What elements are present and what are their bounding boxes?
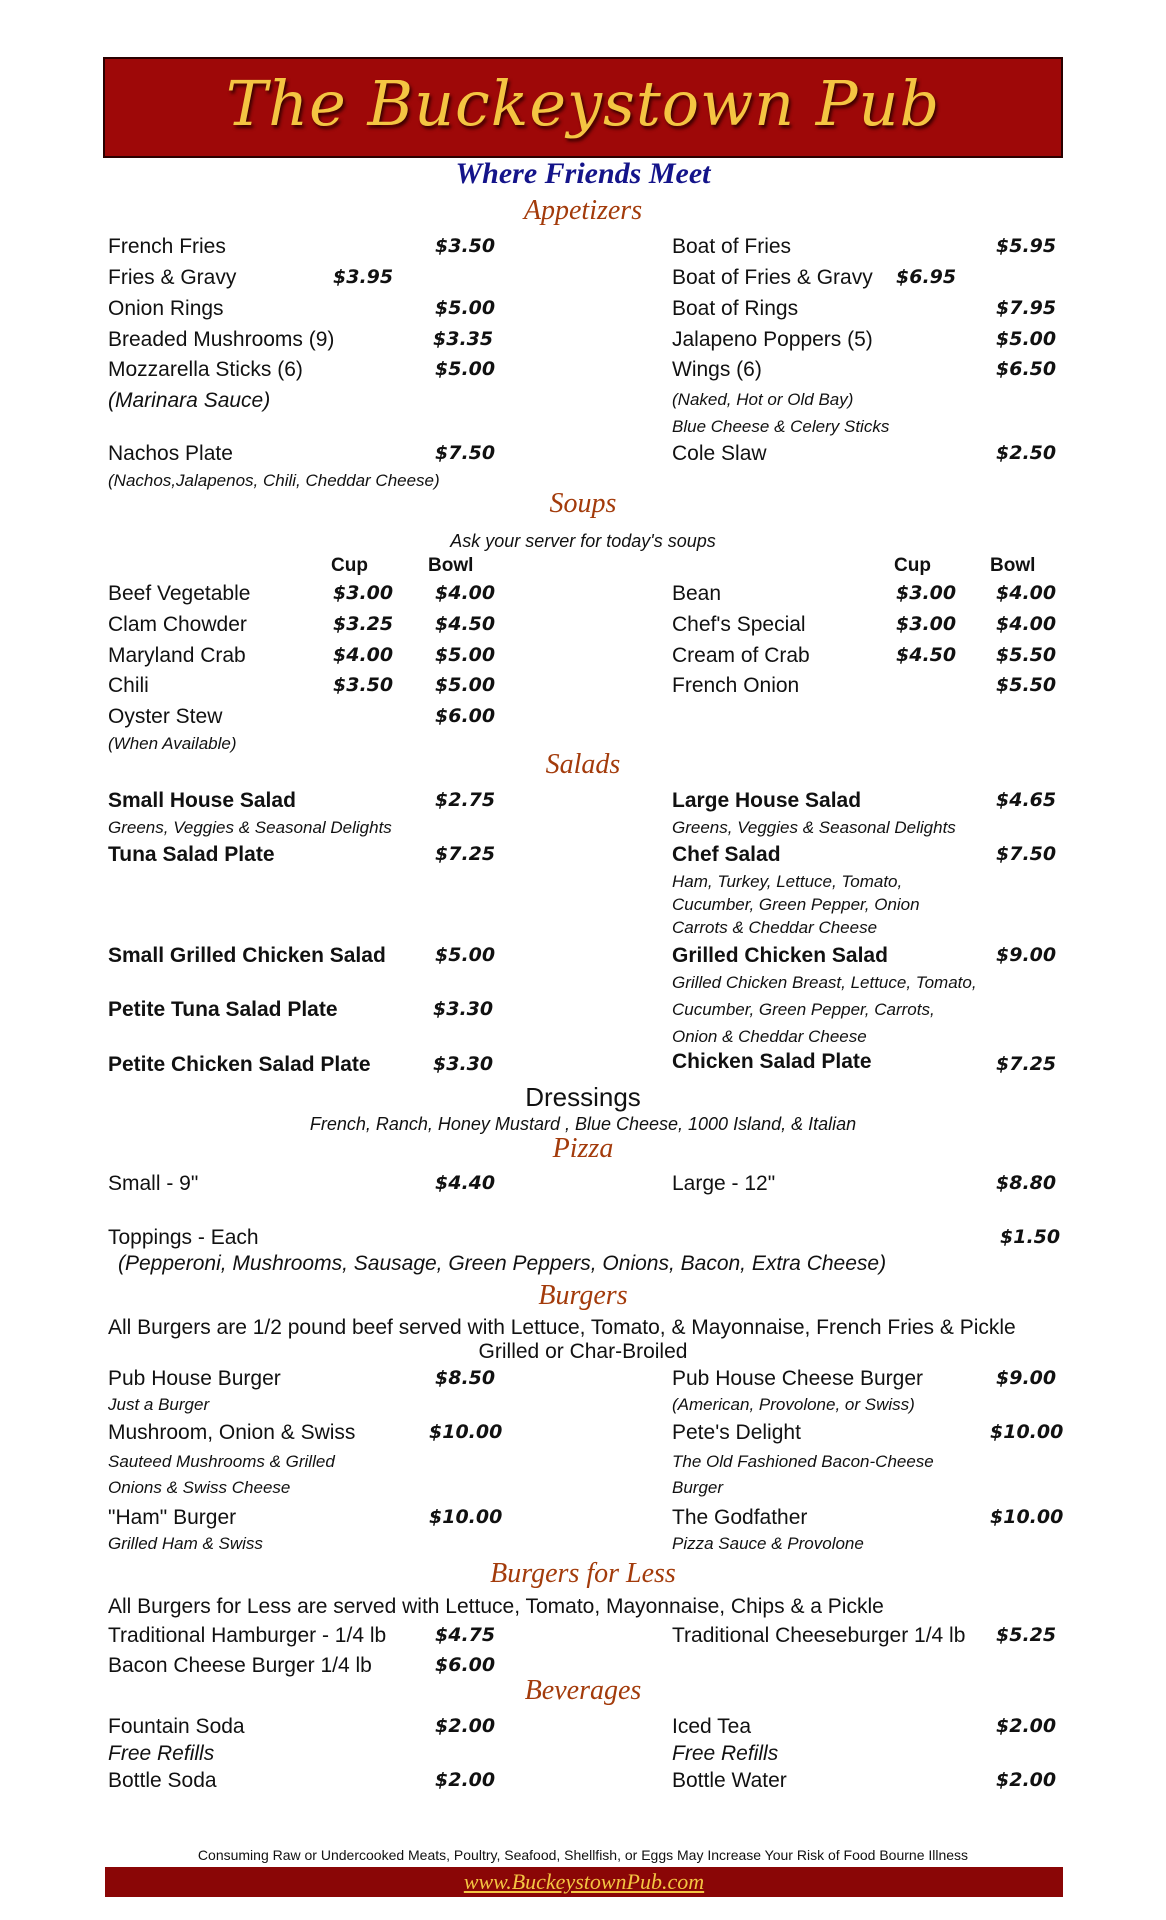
menu-item-name: Small - 9" <box>108 1172 199 1195</box>
menu-item-name: Clam Chowder <box>108 613 247 636</box>
section-burgers-for-less: Burgers for Less <box>490 1558 676 1589</box>
toppings-list: (Pepperoni, Mushrooms, Sausage, Green Peppers, Onions, Bacon, Extra Cheese) <box>118 1252 887 1275</box>
menu-item-name: Bacon Cheese Burger 1/4 lb <box>108 1654 372 1677</box>
menu-item-name: Fries & Gravy <box>108 266 237 289</box>
menu-item-name: Mushroom, Onion & Swiss <box>108 1421 356 1444</box>
menu-item-name: Traditional Hamburger - 1/4 lb <box>108 1624 387 1647</box>
menu-item-note: Burger <box>672 1478 724 1497</box>
menu-item-name: Breaded Mushrooms (9) <box>108 328 335 351</box>
bowl-price: $4.00 <box>435 582 496 604</box>
bowl-price: $5.00 <box>435 644 496 666</box>
menu-item-price: $5.25 <box>996 1624 1057 1646</box>
menu-item-name: Oyster Stew <box>108 705 223 728</box>
menu-item-name: Nachos Plate <box>108 442 233 465</box>
menu-item-note: Grilled Chicken Breast, Lettuce, Tomato, <box>672 973 977 992</box>
bowl-price: $4.00 <box>996 582 1057 604</box>
menu-item-price: $6.50 <box>996 358 1057 380</box>
menu-item-note: Greens, Veggies & Seasonal Delights <box>672 818 956 837</box>
menu-item-price: $4.65 <box>996 789 1057 811</box>
menu-item-price: $2.50 <box>996 442 1057 464</box>
menu-item-name: Small House Salad <box>108 789 296 812</box>
menu-item-price: $7.25 <box>435 843 496 865</box>
bowl-price: $4.00 <box>996 613 1057 635</box>
menu-item-name: Small Grilled Chicken Salad <box>108 944 386 967</box>
menu-item-price: $3.30 <box>433 998 494 1020</box>
menu-item-name: Toppings - Each <box>108 1226 259 1249</box>
menu-item-price: $5.00 <box>435 358 496 380</box>
menu-item-price: $1.50 <box>1000 1226 1061 1248</box>
menu-item-price: $4.40 <box>435 1172 496 1194</box>
menu-item-name: Jalapeno Poppers (5) <box>672 328 873 351</box>
menu-item-price: $3.95 <box>333 266 394 288</box>
menu-item-name: Fountain Soda <box>108 1715 245 1738</box>
menu-item-price: $4.75 <box>435 1624 496 1646</box>
cup-header: Cup <box>894 555 931 576</box>
soups-note: Ask your server for today's soups <box>450 531 716 551</box>
cup-price: $4.50 <box>896 644 957 666</box>
cup-price: $3.50 <box>333 674 394 696</box>
menu-item-note: Free Refills <box>672 1742 779 1765</box>
menu-item-price: $2.00 <box>435 1769 496 1791</box>
menu-item-name: Maryland Crab <box>108 644 246 667</box>
menu-item-note: Just a Burger <box>108 1395 210 1414</box>
menu-item-name: French Onion <box>672 674 800 697</box>
burgers-note-cooking: Grilled or Char-Broiled <box>478 1340 688 1363</box>
website-link[interactable]: www.BuckeystownPub.com <box>463 1869 705 1894</box>
menu-item-price: $10.00 <box>990 1506 1064 1528</box>
burgers-note: All Burgers are 1/2 pound beef served with Lettuce, Tomato, & Mayonnaise, French Fries & Pickle <box>108 1316 1016 1339</box>
menu-item-name: Bottle Water <box>672 1769 787 1792</box>
burgers-less-note: All Burgers for Less are served with Lettuce, Tomato, Mayonnaise, Chips & a Pickle <box>108 1595 884 1618</box>
menu-item-note: Onion & Cheddar Cheese <box>672 1027 867 1046</box>
menu-item-note: Cucumber, Green Pepper, Onion <box>672 895 920 914</box>
menu-item-price: $10.00 <box>990 1421 1064 1443</box>
menu-item-name: "Ham" Burger <box>108 1506 237 1529</box>
section-pizza: Pizza <box>552 1133 614 1164</box>
dressings-list: French, Ranch, Honey Mustard , Blue Cheese, 1000 Island, & Italian <box>309 1114 857 1134</box>
menu-item-price: $2.00 <box>435 1715 496 1737</box>
tagline: Where Friends Meet <box>455 157 711 190</box>
menu-item-price: $8.80 <box>996 1172 1057 1194</box>
section-burgers: Burgers <box>538 1280 628 1311</box>
menu-item-name: Pete's Delight <box>672 1421 801 1444</box>
menu-item-price: $5.95 <box>996 235 1057 257</box>
cup-header: Cup <box>331 555 368 576</box>
menu-item-price: $8.50 <box>435 1367 496 1389</box>
menu-item-note: Grilled Ham & Swiss <box>108 1534 263 1553</box>
section-appetizers: Appetizers <box>523 195 643 226</box>
menu-item-note: Ham, Turkey, Lettuce, Tomato, <box>672 872 903 891</box>
menu-item-price: $7.50 <box>435 442 496 464</box>
menu-item-price: $3.35 <box>433 328 494 350</box>
menu-item-price: $2.75 <box>435 789 496 811</box>
section-salads: Salads <box>545 749 621 780</box>
cup-price: $3.25 <box>333 613 394 635</box>
menu-item-name: Bean <box>672 582 722 605</box>
menu-item-note: Carrots & Cheddar Cheese <box>672 918 878 937</box>
menu-item-price: $7.25 <box>996 1053 1057 1075</box>
menu-item-name: The Godfather <box>672 1506 808 1529</box>
menu-item-name: Iced Tea <box>672 1715 752 1738</box>
menu-item-name: Boat of Fries & Gravy <box>672 266 873 289</box>
menu-item-price: $10.00 <box>429 1506 503 1528</box>
bowl-price: $5.00 <box>435 674 496 696</box>
cup-price: $3.00 <box>896 582 957 604</box>
menu-item-name: Chicken Salad Plate <box>672 1050 872 1073</box>
bowl-header: Bowl <box>428 555 474 576</box>
header-banner <box>103 57 1063 158</box>
menu-item-name: Cole Slaw <box>672 442 767 465</box>
menu-item-price: $5.00 <box>435 297 496 319</box>
menu-item-note: Pizza Sauce & Provolone <box>672 1534 864 1553</box>
menu-item-note: Free Refills <box>108 1742 215 1765</box>
menu-item-note: (Nachos,Jalapenos, Chili, Cheddar Cheese) <box>108 471 440 490</box>
menu-item-name: Mozzarella Sticks (6) <box>108 358 303 381</box>
menu-item-price: $7.95 <box>996 297 1057 319</box>
section-soups: Soups <box>549 488 617 519</box>
bowl-header: Bowl <box>990 555 1036 576</box>
menu-item-price: $3.50 <box>435 235 496 257</box>
menu-item-note: Blue Cheese & Celery Sticks <box>672 417 890 436</box>
menu-item-name: Pub House Cheese Burger <box>672 1367 923 1390</box>
footer-bar <box>105 1867 1063 1897</box>
menu-item-name: Large - 12" <box>672 1172 776 1195</box>
page-title: The Buckeystown Pub <box>225 67 941 140</box>
menu-item-name: French Fries <box>108 235 226 258</box>
menu-item-name: Chef Salad <box>672 843 781 866</box>
menu-item-price: $5.00 <box>996 328 1057 350</box>
menu-item-note: (American, Provolone, or Swiss) <box>672 1395 915 1414</box>
section-dressings: Dressings <box>525 1082 641 1112</box>
menu-item-name: Beef Vegetable <box>108 582 251 605</box>
bowl-price: $5.50 <box>996 644 1057 666</box>
cup-price: $3.00 <box>896 613 957 635</box>
menu-item-note: Greens, Veggies & Seasonal Delights <box>108 818 392 837</box>
menu-item-name: Chili <box>108 674 149 697</box>
menu-item-price: $9.00 <box>996 1367 1057 1389</box>
menu-item-note: (Naked, Hot or Old Bay) <box>672 390 854 409</box>
cup-price: $3.00 <box>333 582 394 604</box>
menu-item-note: (Marinara Sauce) <box>108 389 271 412</box>
menu-item-name: Tuna Salad Plate <box>108 843 275 866</box>
menu-item-name: Boat of Rings <box>672 297 799 320</box>
menu-item-price: $3.30 <box>433 1053 494 1075</box>
menu-item-name: Traditional Cheeseburger 1/4 lb <box>672 1624 966 1647</box>
menu-item-name: Bottle Soda <box>108 1769 217 1792</box>
menu-item-name: Pub House Burger <box>108 1367 281 1390</box>
menu-item-price: $2.00 <box>996 1715 1057 1737</box>
menu-item-name: Chef's Special <box>672 613 806 636</box>
menu-item-price: $9.00 <box>996 944 1057 966</box>
menu-item-name: Onion Rings <box>108 297 224 320</box>
menu-item-note: Sauteed Mushrooms & Grilled <box>108 1452 335 1471</box>
menu-item-name: Grilled Chicken Salad <box>672 944 888 967</box>
bowl-price: $5.50 <box>996 674 1057 696</box>
cup-price: $4.00 <box>333 644 394 666</box>
menu-item-price: $6.95 <box>896 266 957 288</box>
menu-item-price: $2.00 <box>996 1769 1057 1791</box>
menu-item-note: Onions & Swiss Cheese <box>108 1478 291 1497</box>
menu-item-name: Cream of Crab <box>672 644 810 667</box>
bowl-price: $6.00 <box>435 705 496 727</box>
food-safety-warning: Consuming Raw or Undercooked Meats, Poultry, Seafood, Shellfish, or Eggs May Increase Your Risk of Food Bourne Illness <box>197 1847 969 1863</box>
menu-item-name: Large House Salad <box>672 789 862 812</box>
menu-item-price: $6.00 <box>435 1654 496 1676</box>
menu-item-price: $5.00 <box>435 944 496 966</box>
menu-item-note: The Old Fashioned Bacon-Cheese <box>672 1452 934 1471</box>
bowl-price: $4.50 <box>435 613 496 635</box>
menu-item-price: $10.00 <box>429 1421 503 1443</box>
menu-item-name: Petite Tuna Salad Plate <box>108 998 338 1021</box>
menu-item-price: $7.50 <box>996 843 1057 865</box>
menu-item-name: Petite Chicken Salad Plate <box>108 1053 371 1076</box>
section-beverages: Beverages <box>524 1675 642 1706</box>
menu-item-name: Wings (6) <box>672 358 762 381</box>
menu-item-note: (When Available) <box>108 734 237 753</box>
menu-item-name: Boat of Fries <box>672 235 792 258</box>
menu-item-note: Cucumber, Green Pepper, Carrots, <box>672 1000 935 1019</box>
